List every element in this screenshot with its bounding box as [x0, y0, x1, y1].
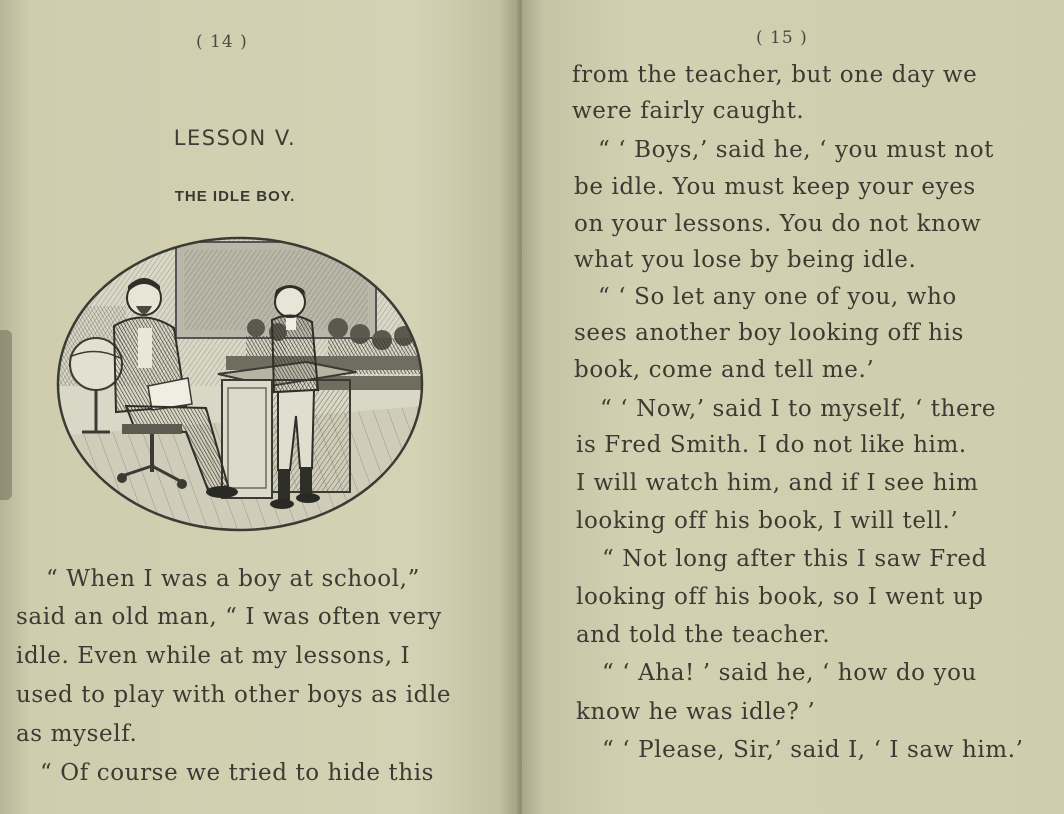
text-line: “ ‘ Boys,’ said he, ‘ you must not: [598, 137, 994, 163]
right-page: [522, 0, 1064, 814]
lesson-title: LESSON V.: [173, 126, 297, 150]
text-line: I will watch him, and if I see him: [576, 470, 979, 496]
text-line: “ Of course we tried to hide this: [40, 760, 435, 786]
text-line: “ ‘ So let any one of you, who: [598, 284, 957, 310]
text-line: looking off his book, so I went up: [576, 584, 984, 610]
text-line: and told the teacher.: [576, 622, 831, 648]
text-line: on your lessons. You do not know: [574, 211, 982, 237]
text-line: “ ‘ Now,’ said I to myself, ‘ there: [600, 396, 997, 422]
text-line: “ ‘ Please, Sir,’ said I, ‘ I saw him.’: [602, 737, 1024, 763]
left-page: [0, 0, 520, 814]
text-line: were fairly caught.: [572, 98, 805, 124]
text-line: said an old man, “ I was often very: [16, 604, 442, 630]
lesson-subtitle: THE IDLE BOY.: [174, 188, 296, 205]
text-line: book, come and tell me.’: [574, 357, 875, 383]
text-line: what you lose by being idle.: [574, 247, 917, 273]
text-line: is Fred Smith. I do not like him.: [576, 432, 967, 458]
text-line: “ When I was a boy at school,”: [46, 566, 420, 592]
classroom-illustration: [56, 236, 424, 532]
text-line: be idle. You must keep your eyes: [574, 174, 976, 200]
text-line: “ ‘ Aha! ’ said he, ‘ how do you: [602, 660, 977, 686]
text-line: looking off his book, I will tell.’: [576, 508, 959, 534]
page-edge-shadow: [0, 330, 12, 500]
text-line: used to play with other boys as idle: [16, 682, 452, 708]
text-line: idle. Even while at my lessons, I: [16, 643, 411, 669]
text-line: “ Not long after this I saw Fred: [602, 546, 987, 572]
text-line: know he was idle? ’: [576, 699, 816, 725]
right-page-number: ( 15 ): [756, 28, 808, 48]
left-page-number: ( 14 ): [196, 32, 248, 52]
text-line: from the teacher, but one day we: [572, 62, 978, 88]
text-line: as myself.: [16, 721, 138, 747]
text-line: sees another boy looking off his: [574, 320, 964, 346]
